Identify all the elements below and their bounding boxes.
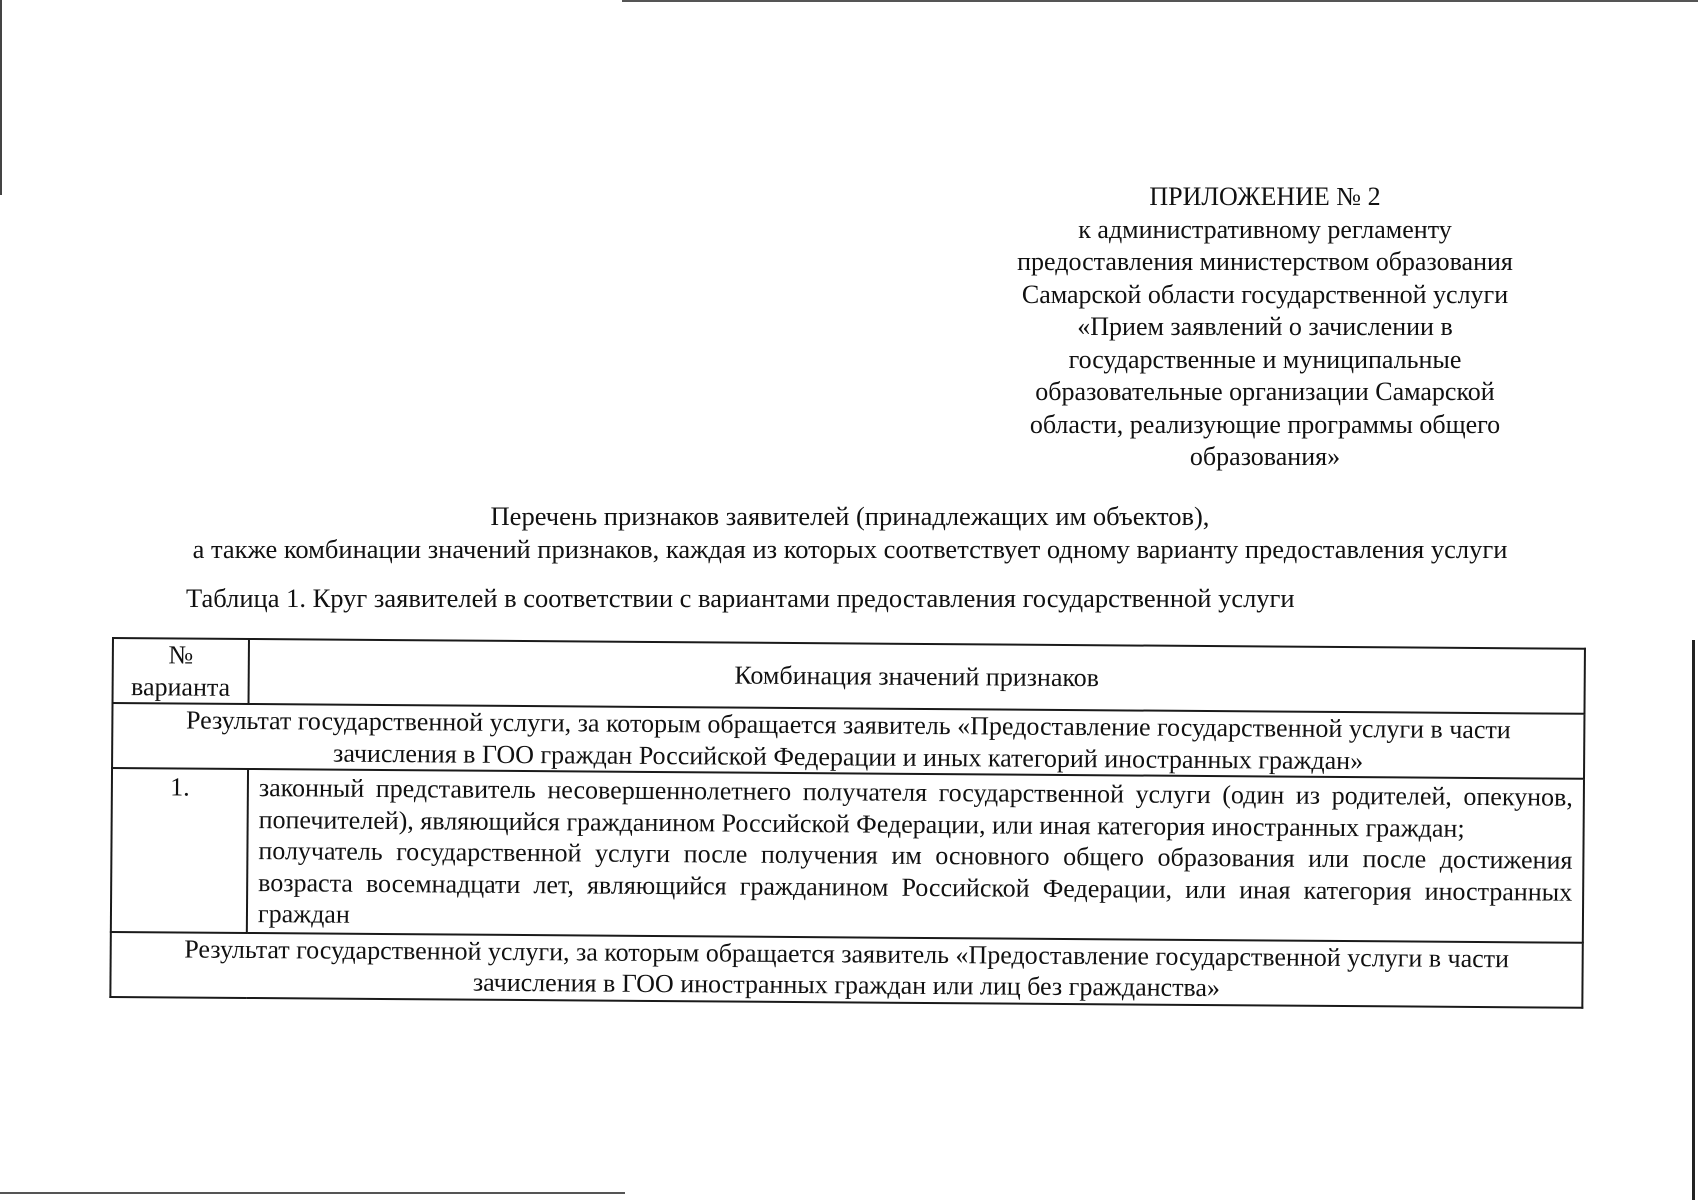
appendix-line: государственные и муниципальные bbox=[1068, 344, 1462, 374]
header-variant-number: № варианта bbox=[113, 638, 249, 704]
appendix-line: образования» bbox=[1189, 442, 1341, 471]
appendix-line: ПРИЛОЖЕНИЕ № 2 bbox=[1149, 182, 1381, 211]
list-title-line-2: а также комбинации значений признаков, каждая из которых соответствует одному варианту предоставления услуги bbox=[192, 534, 1508, 564]
table-header-row bbox=[113, 638, 1585, 714]
combination-paragraph: получатель государственной услуги после получения им основного общего образования или после достижения возраста восемнадцати лет, являющийся гражданином Российской Федерации, или иная категория иностранных граждан bbox=[257, 836, 1573, 929]
appendix-header bbox=[985, 181, 1545, 474]
appendix-line: образовательные организации Самарской bbox=[1035, 377, 1495, 406]
variant-number: 1. bbox=[111, 768, 248, 932]
appendix-line: предоставления министерством образования bbox=[1017, 247, 1513, 276]
list-title-line-1: Перечень признаков заявителей (принадлежащих им объектов), bbox=[490, 501, 1210, 531]
list-title bbox=[100, 500, 1600, 566]
variants-table bbox=[109, 637, 1586, 1008]
table-row bbox=[111, 768, 1584, 942]
header-combination: Комбинация значений признаков bbox=[249, 639, 1585, 714]
appendix-line: Самарской области государственной услуги bbox=[1021, 279, 1509, 309]
appendix-line: «Прием заявлений о зачислении в bbox=[1077, 312, 1453, 341]
combination-paragraph: законный представитель несовершеннолетнего получателя государственной услуги (один из родителей, опекунов, попечителей), являющийся гражданином Российской Федерации, или иная категория иностранных граждан; bbox=[258, 773, 1573, 843]
section-row bbox=[110, 931, 1582, 1007]
table-caption: Таблица 1. Круг заявителей в соответствии с вариантами предоставления государственной услуги bbox=[186, 583, 1295, 613]
appendix-line: к административному регламенту bbox=[1078, 214, 1452, 244]
scan-edge-bottom bbox=[0, 1192, 625, 1194]
section-row bbox=[112, 703, 1584, 779]
appendix-line: области, реализующие программы общего bbox=[1029, 409, 1501, 439]
scan-edge-right bbox=[1692, 640, 1695, 1200]
section-title: Результат государственной услуги, за которым обращается заявитель «Предоставление государственной услуги в части зачисления в ГОО иностранных граждан или лиц без гражданства» bbox=[110, 931, 1582, 1007]
scan-edge-top bbox=[622, 0, 1698, 2]
scan-edge-left bbox=[0, 0, 2, 195]
combination-cell bbox=[247, 769, 1584, 942]
section-title: Результат государственной услуги, за которым обращается заявитель «Предоставление государственной услуги в части зачисления в ГОО граждан Российской Федерации и иных категорий иностранных граждан» bbox=[112, 703, 1584, 779]
